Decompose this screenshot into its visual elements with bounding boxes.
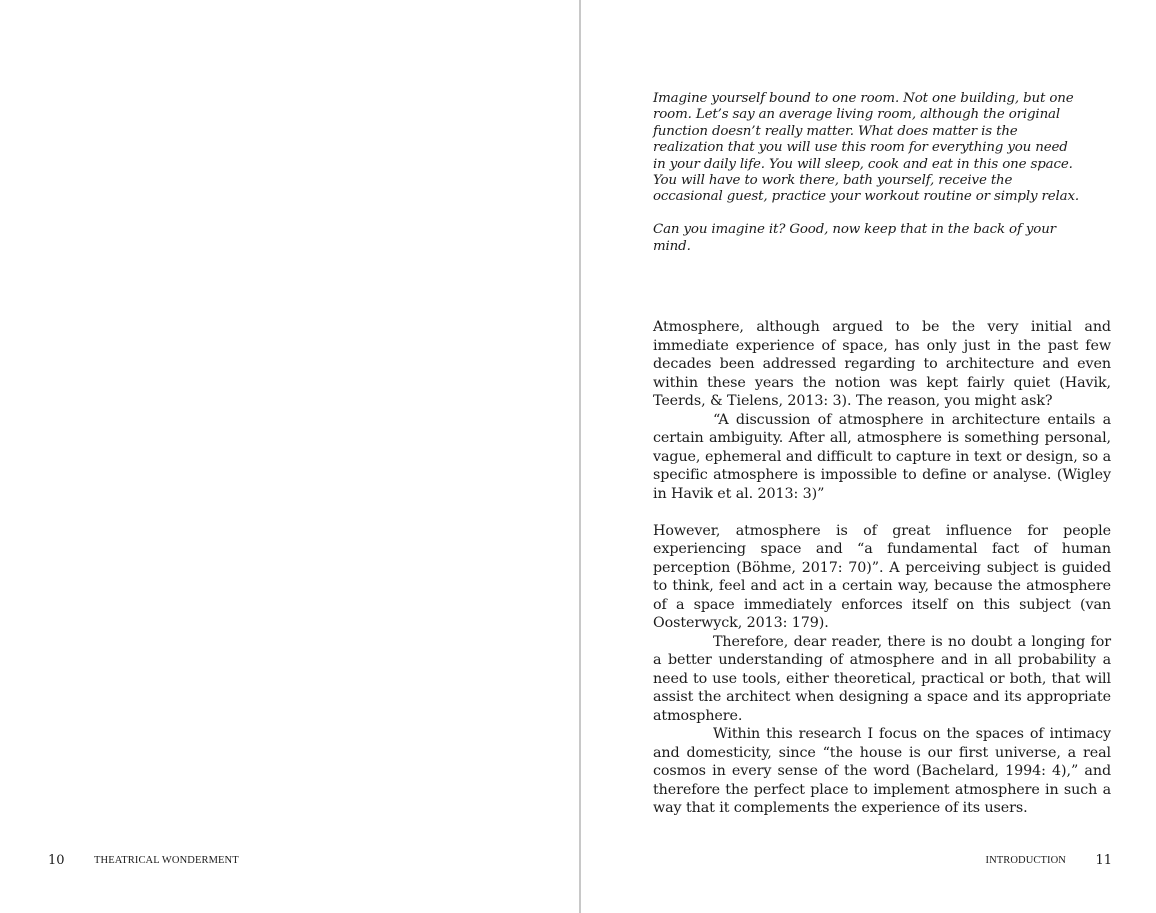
right-running-head: INTRODUCTION bbox=[985, 855, 1066, 866]
left-running-head: THEATRICAL WONDERMENT bbox=[94, 855, 239, 866]
intro-paragraph-2: Can you imagine it? Good, now keep that in the back of your mind. bbox=[653, 222, 1056, 254]
left-page-number: 10 bbox=[48, 853, 65, 868]
right-page bbox=[581, 0, 1156, 913]
italic-intro bbox=[653, 91, 1083, 255]
intro-paragraph-1: Imagine yourself bound to one room. Not one building, but one room. Let’s say an average living room, although the original function doesn’t really matter. What does matter is the realization that you will use this room for everything you need in your daily life. You will sleep, cook and eat in this one space. You will have to work there, bath yourself, receive the occasional guest, practice your workout routine or simply relax. bbox=[653, 91, 1079, 205]
block-quote: “A discussion of atmosphere in architecture entails a certain ambiguity. After all, atmosphere is something personal, vague, ephemeral and difficult to capture in text or design, so a specific atmosphere is impossible to define or analyse. (Wigley in Havik et al. 2013: 3)” bbox=[653, 411, 1111, 502]
paragraph-gap bbox=[653, 503, 1111, 522]
body-paragraph-3: Therefore, dear reader, there is no doubt a longing for a better understanding of atmosphere and in all probability a need to use tools, either theoretical, practical or both, that will assist the architect when designing a space and its appropriate atmosphere. bbox=[653, 633, 1111, 724]
right-page-number: 11 bbox=[1095, 853, 1112, 868]
body-paragraph-1: Atmosphere, although argued to be the very initial and immediate experience of space, has only just in the past few decades been addressed regarding to architecture and even within these years the notion was kept fairly quiet (Havik, Teerds, & Tielens, 2013: 3). The reason, you might ask? bbox=[653, 319, 1111, 409]
body-paragraph-2: However, atmosphere is of great influence for people experiencing space and “a fundamental fact of human perception (Böhme, 2017: 70)”. A perceiving subject is guided to think, feel and act in a certain way, because the atmosphere of a space immediately enforces itself on this subject (van Oosterwyck, 2013: 179). bbox=[653, 522, 1111, 631]
body-text bbox=[653, 318, 1111, 818]
body-paragraph-4: Within this research I focus on the spaces of intimacy and domesticity, since “the house is our first universe, a real cosmos in every sense of the word (Bachelard, 1994: 4),” and therefore the perfect place to implement atmosphere in such a way that it complements the experience of its users. bbox=[653, 726, 1111, 816]
